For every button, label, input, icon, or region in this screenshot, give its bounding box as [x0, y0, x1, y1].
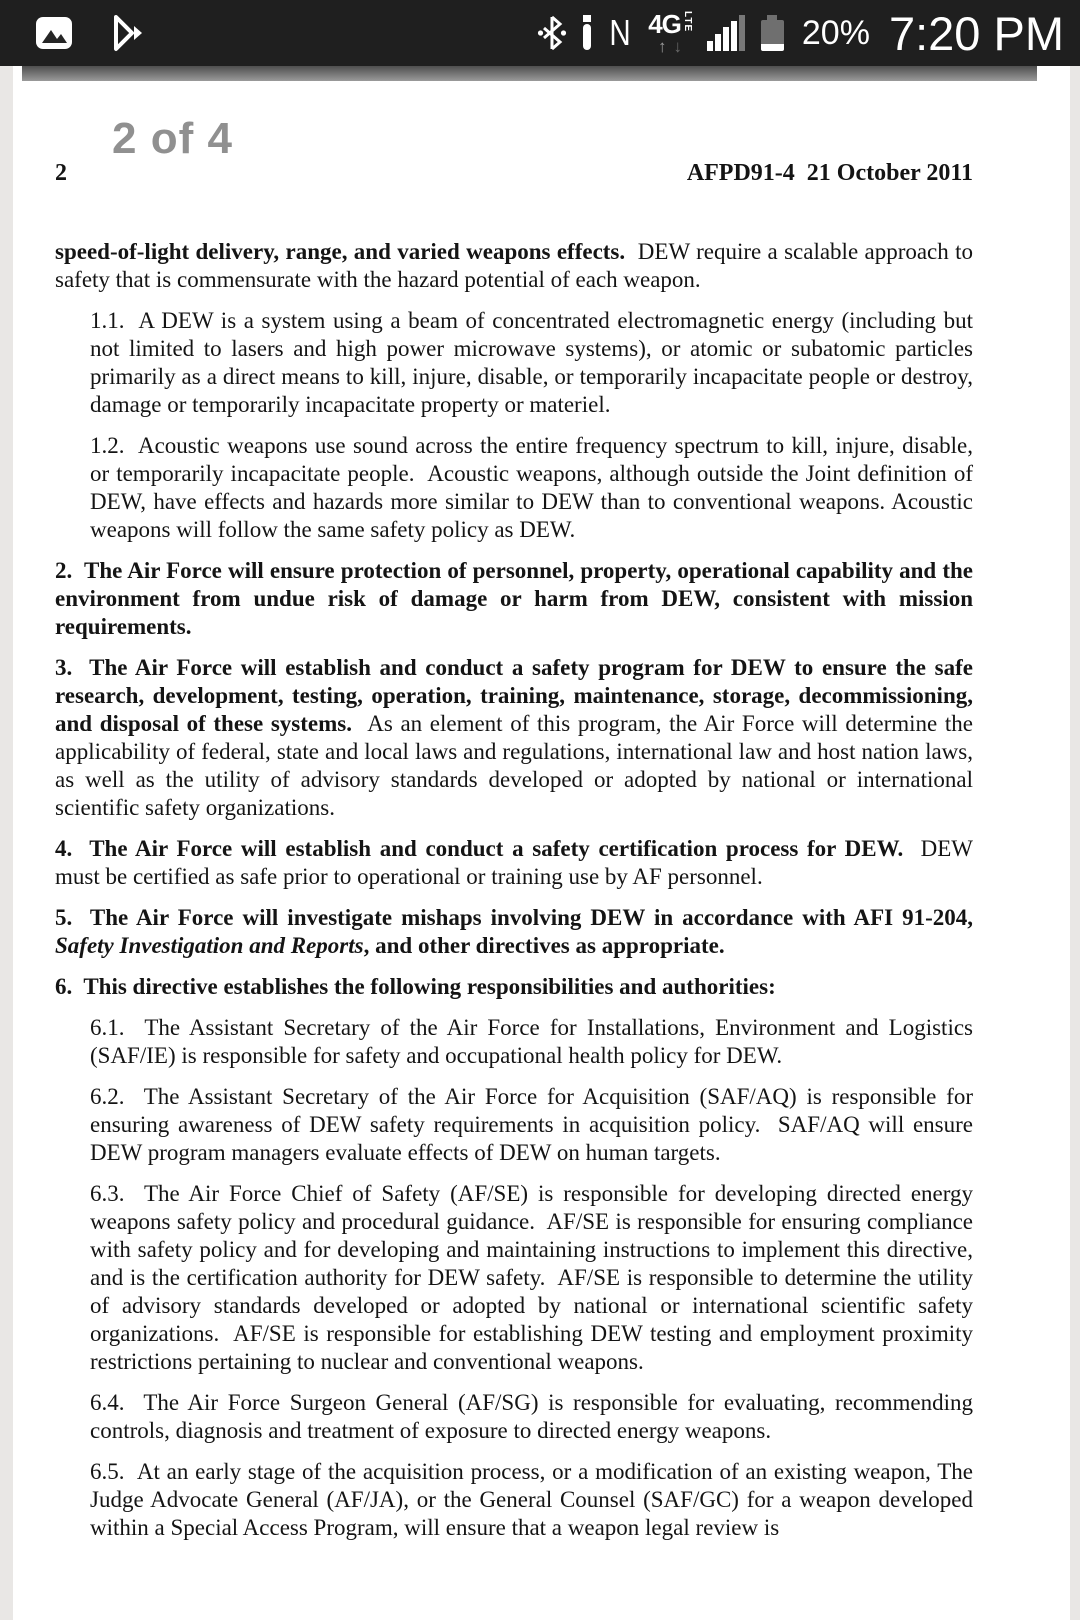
document-paragraph: 6.4. The Air Force Surgeon General (AF/SG) is responsible for evaluating, recommending controls, diagnosis and treatment of exposure to directed energy weapons. — [90, 1390, 973, 1443]
page-indicator: 2 of 4 — [112, 114, 233, 163]
document-paragraph: 6.3. The Air Force Chief of Safety (AF/SE) is responsible for developing directed energy weapons safety policy and procedural guidance. AF/SE is responsible for ensuring compliance with safety policy and for developing and maintaining instructions to implement this directive, and is the certification authority for DEW safety. AF/SE is responsible to determine the utility of advisory standards developed or adopted by national or international scientific safety organizations. AF/SE is responsible for establishing DEW testing and employment proximity restrictions pertaining to nuclear and conventional weapons. — [90, 1181, 973, 1374]
document-paragraph: 6. This directive establishes the following responsibilities and authorities: — [55, 974, 776, 999]
nfc-icon: N — [609, 12, 631, 53]
document-header-right: AFPD91-4 21 October 2011 — [686, 160, 973, 186]
document-paragraph: 1.2. Acoustic weapons use sound across the entire frequency spectrum to kill, injure, disable, or temporarily incapacitate people. Acoustic weapons, although outside the Joint definition of DEW, have effects and hazards more similar to DEW than to conventional weapons. Acoustic weapons will follow the same safety policy as DEW. — [90, 433, 973, 542]
clock: 7:20 PM — [888, 6, 1064, 60]
network-4g-label: 4G — [648, 9, 681, 39]
document-paragraph: 6.1. The Assistant Secretary of the Air Force for Installations, Environment and Logistics (SAF/IE) is responsible for safety and occupational health policy for DEW. — [90, 1015, 973, 1068]
document-paragraph: 6.5. At an early stage of the acquisition process, or a modification of an existing weapon, The Judge Advocate General (AF/JA), or the General Counsel (SAF/GC) for a weapon developed within a Special Access Program, will ensure that a weapon legal review is — [90, 1459, 973, 1540]
status-bar[interactable] — [0, 0, 1080, 66]
document-paragraph: 6.2. The Assistant Secretary of the Air Force for Acquisition (SAF/AQ) is responsible for ensuring awareness of DEW safety requirements in acquisition policy. SAF/AQ will ensure DEW program managers evaluate effects of DEW on human targets. — [90, 1084, 973, 1165]
page-number: 2 — [55, 160, 67, 186]
status-bar-right — [537, 6, 1064, 61]
pdf-viewer[interactable] — [0, 66, 1080, 1620]
network-lte-label: LTE — [681, 11, 693, 33]
document-paragraph: 1.1. A DEW is a system using a beam of concentrated electromagnetic energy (including but not limited to lasers and high power microwave systems), or atomic or subatomic particles primarily as a direct means to kill, injure, disable, or temporarily incapacitate people or destroy, damage or temporarily incapacitate property or materiel. — [90, 308, 973, 417]
document-paragraph: 2. The Air Force will ensure protection of personnel, property, operational capability and the environment from undue risk of damage or harm from DEW, consistent with mission requirements. — [55, 558, 973, 639]
document-content — [13, 66, 1070, 1620]
network-type-indicator — [648, 11, 692, 55]
document-paragraph: 5. The Air Force will investigate mishaps involving DEW in accordance with AFI 91-204, Safety Investigation and Reports, and other directives as appropriate. — [55, 905, 973, 958]
play-store-icon — [106, 13, 146, 53]
battery-icon — [761, 15, 784, 51]
document-paragraph: speed-of-light delivery, range, and varied weapons effects. DEW require a scalable approach to safety that is commensurate with the hazard potential of each weapon. — [55, 239, 973, 292]
bluetooth-icon — [537, 13, 567, 53]
document-page[interactable] — [13, 66, 1070, 1620]
page-top-shadow — [22, 66, 1037, 81]
document-paragraph: 4. The Air Force will establish and conduct a safety certification process for DEW. DEW must be certified as safe prior to operational or training use by AF personnel. — [55, 836, 973, 889]
document-paragraph: 3. The Air Force will establish and conduct a safety program for DEW to ensure the safe research, development, testing, operation, training, maintenance, storage, decommissioning, and disposal of these systems. As an element of this program, the Air Force will determine the applicability of federal, state and local laws and regulations, international law and host nation laws, as well as the utility of advisory standards developed or adopted by national or international scientific safety organizations. — [55, 655, 973, 820]
pen-icon — [580, 12, 594, 54]
document-body — [55, 238, 973, 1542]
data-activity-arrows-icon — [658, 38, 682, 55]
download-arrow-icon: ↓ — [673, 37, 683, 56]
screenshot-gallery-icon — [34, 13, 74, 53]
signal-strength-icon — [707, 15, 745, 51]
status-bar-left — [34, 13, 146, 53]
upload-arrow-icon: ↑ — [658, 37, 667, 56]
battery-percent: 20% — [801, 13, 870, 52]
